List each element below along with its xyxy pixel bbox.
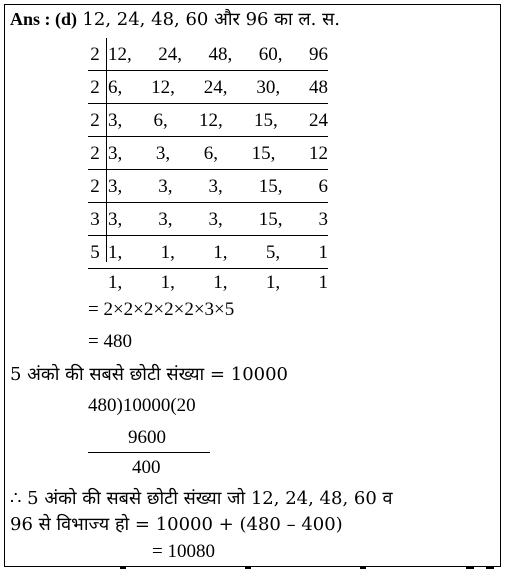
conclusion-result: = 10080 — [152, 541, 215, 562]
cell: 3, — [208, 209, 223, 230]
division-row-values — [108, 44, 328, 66]
cell: 3, — [158, 209, 173, 230]
divisor: 2 — [90, 143, 100, 164]
division-row — [88, 38, 328, 71]
cell: 6 — [318, 176, 328, 197]
lcm-product: = 2×2×2×2×2×3×5 — [88, 299, 235, 320]
cell: 3, — [108, 176, 123, 197]
cell: 1, — [213, 272, 228, 293]
cell: 6, — [153, 110, 168, 131]
cell: 60, — [258, 44, 283, 65]
divisor: 2 — [90, 176, 100, 197]
cell: 6, — [108, 77, 123, 98]
cell: 3, — [208, 176, 223, 197]
division-row — [88, 71, 328, 104]
long-division-line: 480)10000(20 — [88, 395, 196, 416]
cell: 48 — [309, 77, 328, 98]
division-row-values — [108, 209, 328, 231]
cell: 3, — [108, 143, 123, 164]
smallest-five-digit-line: 5 अंको की सबसे छोटी संख्या = 10000 — [10, 364, 288, 385]
cell: 1, — [160, 242, 175, 263]
cell: 1, — [108, 272, 123, 293]
answer-heading — [10, 9, 340, 30]
cell: 1, — [265, 272, 281, 293]
cell: 30, — [256, 77, 281, 98]
division-row — [88, 203, 328, 236]
division-row-values — [108, 176, 328, 198]
final-quotients — [108, 272, 328, 294]
cell: 3, — [108, 110, 123, 131]
long-division-rule — [88, 452, 210, 453]
cell: 15, — [258, 176, 283, 197]
cell: 24 — [309, 110, 328, 131]
divisor: 2 — [90, 44, 100, 65]
cell: 15, — [251, 143, 276, 164]
cell: 1, — [108, 242, 123, 263]
conclusion-line-2: 96 से विभाज्य हो = 10000 + (480 – 400) — [10, 514, 343, 535]
cell: 12, — [108, 44, 132, 65]
cell: 1 — [318, 272, 328, 293]
cell: 24, — [158, 44, 182, 65]
divisor: 3 — [90, 209, 100, 230]
answer-label: Ans : (d) — [10, 9, 78, 29]
cell: 1, — [160, 272, 175, 293]
cell: 12, — [199, 110, 223, 131]
divisor: 2 — [90, 77, 100, 98]
divisor: 2 — [90, 110, 100, 131]
divisor: 5 — [90, 242, 100, 263]
cell: 3, — [108, 209, 123, 230]
cell: 12 — [309, 143, 328, 164]
division-row-values — [108, 242, 328, 264]
cell: 3 — [318, 209, 328, 230]
cell: 15, — [258, 209, 283, 230]
division-row-values — [108, 143, 328, 165]
division-table — [88, 38, 328, 269]
division-row — [88, 236, 328, 269]
cell: 5, — [265, 242, 281, 263]
cell: 6, — [203, 143, 218, 164]
conclusion-line-1: ∴ 5 अंको की सबसे छोटी संख्या जो 12, 24, 48, 60 व — [10, 488, 393, 509]
question-text: 12, 24, 48, 60 और 96 का ल. स. — [82, 9, 340, 30]
cell: 3, — [155, 143, 171, 164]
long-division-product: 9600 — [128, 427, 166, 448]
clipped-next-line — [0, 567, 505, 573]
division-row-values — [108, 110, 328, 132]
division-row — [88, 170, 328, 203]
cell: 1, — [213, 242, 228, 263]
long-division-remainder: 400 — [132, 457, 161, 478]
cell: 3, — [158, 176, 173, 197]
cell: 1 — [318, 242, 328, 263]
cell: 15, — [254, 110, 278, 131]
cell: 24, — [203, 77, 228, 98]
cell: 96 — [309, 44, 328, 65]
cell: 48, — [208, 44, 233, 65]
division-row — [88, 137, 328, 170]
cell: 12, — [151, 77, 175, 98]
division-row-values — [108, 77, 328, 99]
division-row — [88, 104, 328, 137]
lcm-result: = 480 — [88, 331, 132, 352]
